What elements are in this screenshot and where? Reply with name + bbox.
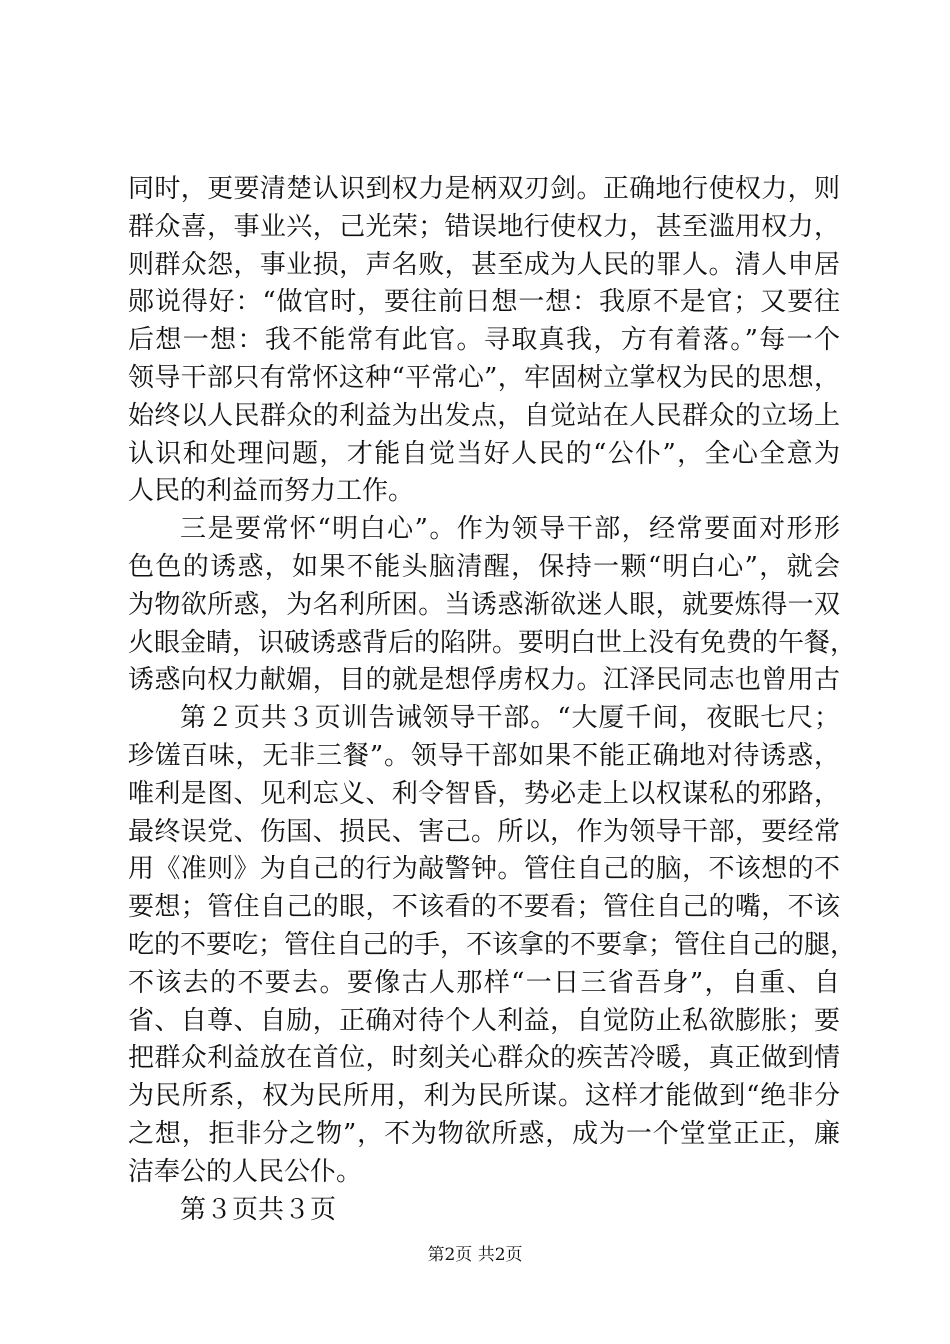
text-line: 诱惑向权力献媚，目的就是想俘虏权力。江泽民同志也曾用古: [128, 665, 840, 696]
text-line: 唯利是图、见利忘义、利令智昏，势必走上以权谋私的邪路，: [128, 778, 840, 809]
text-line: 之想，拒非分之物”，不为物欲所惑，成为一个堂堂正正，廉: [128, 1118, 840, 1149]
text-line: 最终误党、伤国、损民、害己。所以，作为领导干部，要经常: [128, 816, 840, 847]
text-line: 用《准则》为自己的行为敲警钟。管住自己的脑，不该想的不: [128, 854, 840, 885]
text-line: 三是要常怀“明白心”。作为领导干部，经常要面对形形: [180, 514, 840, 545]
page-footer: [0, 1243, 950, 1267]
text-line: 色色的诱惑，如果不能头脑清醒，保持一颗“明白心”，就会: [128, 551, 840, 582]
text-line: 第３页共３页: [180, 1194, 337, 1225]
text-line: 把群众利益放在首位，时刻关心群众的疾苦冷暖，真正做到情: [128, 1043, 840, 1074]
text-line: 则群众怨，事业损，声名败，甚至成为人民的罪人。清人申居: [128, 249, 840, 280]
text-line: 后想一想：我不能常有此官。寻取真我，方有着落。”每一个: [128, 325, 840, 356]
document-body: [128, 171, 857, 1229]
text-line: 郧说得好：“做官时，要往前日想一想：我原不是官；又要往: [128, 287, 840, 318]
text-line: 人民的利益而努力工作。: [128, 476, 415, 507]
text-line: 为物欲所惑，为名利所困。当诱惑渐欲迷人眼，就要炼得一双: [128, 589, 840, 620]
text-line: 领导干部只有常怀这种“平常心”，牢固树立掌权为民的思想，: [128, 362, 840, 393]
text-line: 洁奉公的人民公仆。: [128, 1156, 363, 1187]
text-line: 始终以人民群众的利益为出发点，自觉站在人民群众的立场上: [128, 400, 840, 431]
text-line: 省、自尊、自励，正确对待个人利益，自觉防止私欲膨胀；要: [128, 1005, 840, 1036]
text-line: 群众喜，事业兴，己光荣；错误地行使权力，甚至滥用权力，: [128, 211, 840, 242]
text-line: 要想；管住自己的眼，不该看的不要看；管住自己的嘴，不该: [128, 892, 840, 923]
text-line: 珍馐百味，无非三餐”。领导干部如果不能正确地对待诱惑，: [128, 740, 840, 771]
text-line: 吃的不要吃；管住自己的手，不该拿的不要拿；管住自己的腿，: [128, 929, 857, 960]
text-line: 不该去的不要去。要像古人那样“一日三省吾身”，自重、自: [128, 967, 840, 998]
text-line: 认识和处理问题，才能自觉当好人民的“公仆”，全心全意为: [128, 438, 840, 469]
page-number: 第2页 共2页: [427, 1245, 523, 1265]
text-line: 火眼金睛，识破诱惑背后的陷阱。要明白世上没有免费的午餐，: [128, 627, 857, 658]
text-line: 为民所系，权为民所用，利为民所谋。这样才能做到“绝非分: [128, 1081, 840, 1112]
text-line: 同时，更要清楚认识到权力是柄双刃剑。正确地行使权力，则: [128, 174, 840, 204]
text-line: 第２页共３页训告诫领导干部。“大厦千间，夜眠七尺；: [180, 703, 840, 734]
